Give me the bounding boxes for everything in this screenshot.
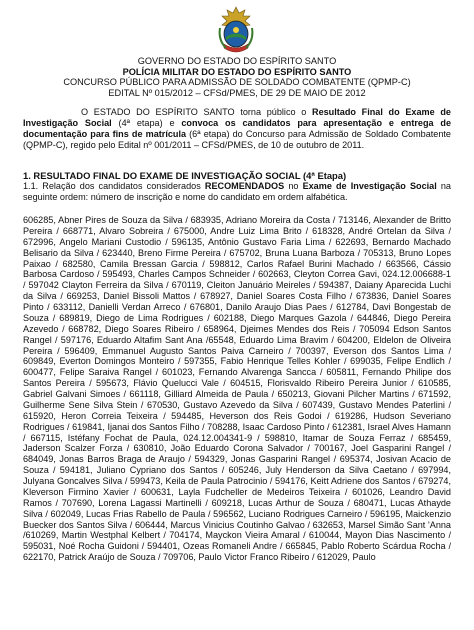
document-header	[0, 56, 474, 98]
header-contest: CONCURSO PÚBLICO PARA ADMISSÃO DE SOLDADO COMBATENTE (QPMP-C)	[63, 77, 411, 88]
subsection-paragraph	[23, 181, 451, 203]
subsection-bold-exam: Exame de Investigação Social	[302, 181, 437, 191]
intro-paragraph	[23, 107, 451, 151]
subsection-bold-recommended: RECOMENDADOS	[204, 181, 285, 191]
intro-text-1: O ESTADO DO ESPÍRITO SANTO torna público o	[81, 107, 312, 117]
candidates-list: 606285, Abner Pires de Souza da Silva / 683935, Adriano Moreira da Costa / 713146, Alexander de Britto Pereira / 668771, Alvaro Sobreira / 675000, Andre Luiz Lima Brito / 618328, André Ortelan da Silva / 672996, Angelo Mariani Custodio / 596135, Antônio Gustavo Faria Lima / 622693, Bernardo Machado Belisario da Silva / 623440, Breno Firme Pereira / 675702, Bruna Luana Barboza / 705313, Bruno Lopes Paixao / 682580, Camila Bressan Garcia / 598812, Carlos Rafael Burini Machado / 663566, Cássio Barbosa Cardoso / 595493, Charles Campos Schneider / 602663, Cleyton Correa Gavi, 024.12.006688-1 / 597042 Clayton Ferreira da Silva / 670119, Cleiton Januário Meireles / 594387, Daiany Aparecida Luchi da Silva / 669253, Daniel Bissoli Mattos / 678927, Daniel Soares Costa Filho / 673836, Daniel Soares Pinto / 633112, Danielli Verdan Arreco / 676801, Danilo Araujo Dias Paes / 612784, Davi Bongestab de Souza / 689819, Diego de Lima Rodrigues / 602188, Diego Marques Gazola / 644846, Diego Pereira Azevedo / 668782, Diego Soares Ribeiro / 658964, Djeimes Mendes dos Reis / 705094 Edson Santos Rangel / 597176, Eduardo Altafim Sant Ana /65548, Eduardo Lima Bravim / 604200, Eldelon de Oliveira Pereira / 596409, Emmanuel Augusto Santos Paiva Carneiro / 700397, Everson dos Santos Lima / 609849, Everton Domingos Monteiro / 597355, Fabio Henrique Telles Kohler / 699035, Felipe Endlich / 600477, Felipe Saraiva Rangel / 601023, Fernando Alvarenga Sancca / 605811, Fernando Philipe dos Santos Pereira / 595673, Flávio Quelucci Vale / 604515, Florisvaldo Ribeiro Pereira Junior / 610585, Gabriel Galvani Simoes / 661118, Gilliard Almeida de Paula / 650213, Giovani Pilcher Martins / 671592, Guilherme Sene Silva Stein / 670530, Gustavo Azevedo da Silva / 607439, Gustavo Mendes Paterlini / 615920, Heron Correia Teixeira / 594485, Heverson dos Reis Godoi / 619286, Hudson Severiano Rodrigues / 619841, Ijanai dos Santos Filho / 708288, Isaac Cardoso Pinto / 612381, Israel Alves Hamann / 667115, Istéfany Fochat de Paula, 024.12.004341-9 / 598810, Itamar de Souza Ferraz / 685459, Jaderson Scalzer Forza / 630810, João Eduardo Corona Salvador / 700167, Joel Gasparini Rangel / 684049, Jonas Barros Braga de Araujo / 594329, Jonas Gasparini Rangel / 695374, Josivan Acacio de Souza / 594181, Juliano Cypriano dos Santos / 605246, July Henderson da Silva Caetano / 697994, Julyana Goncalves Silva / 599473, Keila de Paula Patrocinio / 594176, Keitt Adriene dos Santos / 679274, Kleverson Firmino Xavier / 600631, Layla Fudcheller de Medeiros Teixeira / 601026, Leandro David Ramos / 707690, Lorena Lagassi Martinelli / 609218, Lucas Arthur de Souza / 680471, Lucas Athayde Silva / 602049, Lucas Frias Rabello de Paula / 596562, Luciano Rodrigues Carneiro / 596195, Maickenzio Buecker dos Santos Silva / 606444, Marcus Vinicius Coutinho Galvao / 632653, Marsel Simão Sant 'Anna /610269, Martin Westphal Kelbert / 704174, Mayckon Vieira Amaral / 610044, Mayon Dias Nascimento / 595031, Noé Rocha Guidoni / 594401, Ozeas Romaneli Andre / 665845, Pablo Roberto Scárdua Rocha / 622170, Patrick Araújo de Souza / 709706, Paulo Victor Franco Ribeiro / 612029, Paulo	[23, 215, 451, 563]
subsection-text-3: na seguinte ordem: número de inscrição e nome do candidato em ordem alfabética.	[23, 181, 451, 202]
intro-text-3: (6ª etapa) do Concurso para Admissão de Soldado Combatente (QPMP-C), regido pelo Edital nº 001/2011 – CFSd/PMES, de 10 de outubro de 2011.	[23, 128, 451, 150]
header-police: POLÍCIA MILITAR DO ESTADO DO ESPÍRITO SANTO	[122, 66, 352, 77]
intro-bold-result: Resultado Final do Exame de Investigação Social	[23, 107, 451, 128]
header-government: GOVERNO DO ESTADO DO ESPÍRITO SANTO	[137, 56, 337, 66]
subsection-text-2: no	[284, 181, 303, 191]
subsection-text-1: 1.1. Relação dos candidatos considerados	[23, 181, 205, 191]
intro-bold-convocation: convoca os candidatos para apresentação e entrega de documentação para fins de matrícula	[23, 117, 452, 139]
state-coat-of-arms-icon	[216, 4, 256, 56]
intro-text-2: (4ª etapa) e	[111, 117, 182, 128]
header-edital: EDITAL Nº 015/2012 – CFSd/PMES, DE 29 DE MAIO DE 2012	[108, 87, 366, 98]
section-title: 1. RESULTADO FINAL DO EXAME DE INVESTIGAÇÃO SOCIAL (4ª Etapa)	[23, 170, 347, 181]
